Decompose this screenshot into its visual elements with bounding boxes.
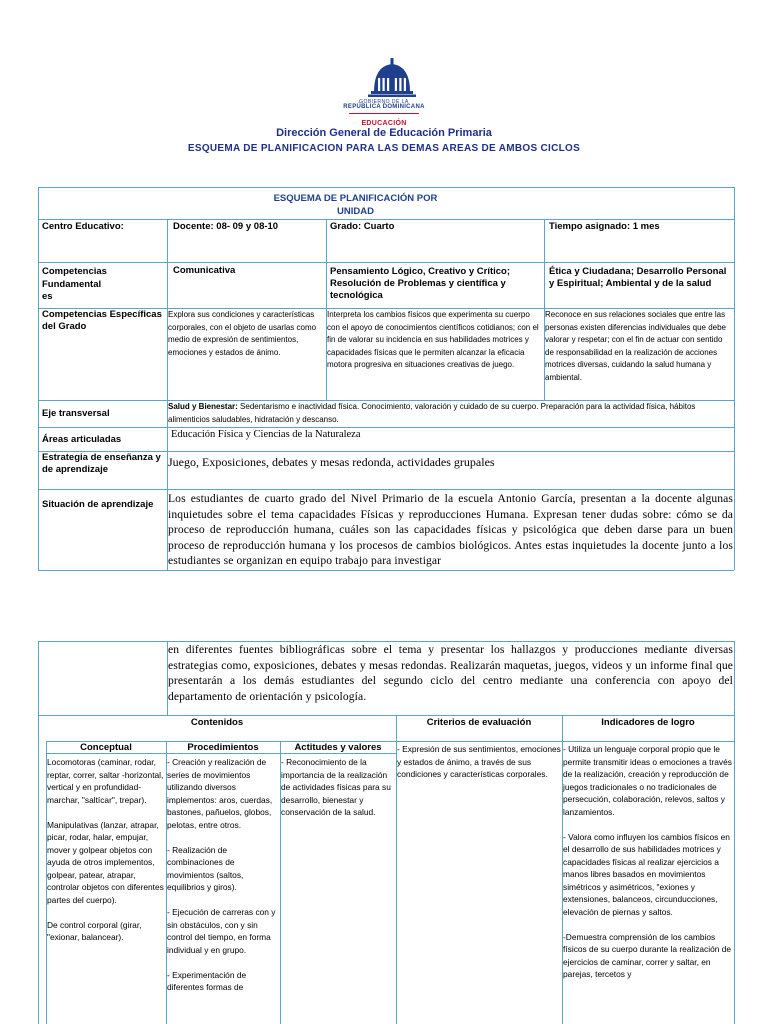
gov-line3: EDUCACIÓN bbox=[361, 120, 407, 127]
criterios-content: - Expresión de sus sentimientos, emociones y estados de ánimo, a través de sus condiciones y características corporales. bbox=[397, 744, 564, 779]
tiempo-value: Tiempo asignado: 1 mes bbox=[549, 221, 660, 232]
comp-esp-1: Explora sus condiciones y características corporales, con el objeto de usarlas como medio de expresión de sentimientos, emociones y estados de ánimo. bbox=[168, 310, 317, 357]
comp-fund-label: Competencias Fundamental es bbox=[42, 266, 107, 302]
conceptual-header: Conceptual bbox=[80, 742, 132, 753]
situacion-continuation: en diferentes fuentes bibliográficas sobre el tema y presentar los hallazgos y producciones mediante diversas estrategias como, exposiciones, debates y mesas redondas. Realizarán maquetas, juegos, videos y un informe final que presentarán a los demás estudiantes del segundo ciclo del centro mediante una conferencia con apoyo del departamento de orientación y psicología. bbox=[168, 643, 733, 703]
comp-fund-1: Comunicativa bbox=[173, 265, 236, 276]
page-title: Dirección General de Educación Primaria bbox=[276, 127, 492, 139]
eje-text: Sedentarismo e inactividad física. Conocimiento, valoración y cuidado de su cuerpo. Preparación para la actividad física, hábitos alimenticios saludables, hidratación y descanso. bbox=[168, 402, 696, 424]
gov-line2: REPÚBLICA DOMINICANA bbox=[343, 104, 425, 110]
situacion-value: Los estudiantes de cuarto grado del Nivel Primario de la escuela Antonio García, presentan a la docente algunas inquietudes sobre el tema capacidades Físicas y reproducciones Humana. Expresan tener dudas sobre: cómo se da proceso de reproducción humana, cuáles son las capacidades físicas y psicológica que deben darse para un buen proceso de reproducción humana y los procesos de cambios biológicos. Antes estas inquietudes la docente junto a los estudiantes se organizan en equipo trabajo para investigar bbox=[168, 492, 733, 567]
eje-label: Eje transversal bbox=[42, 408, 110, 419]
centro-label: Centro Educativo: bbox=[42, 221, 124, 232]
comp-esp-label: Competencias Específicas del Grado bbox=[42, 309, 162, 332]
procedimientos-content: - Creación y realización de series de movimientos utilizando diversos implementos: aros, cuerdas, bastones, pañuelos, globos, pelotas, entre otros. - Realización de combinaciones de movimientos (saltos, equilibrios y giros). - Ejecución de carreras con y sin obstáculos, con y sin control del tiempo, en forma individual y en grupo. - Experimentación de diferentes formas de bbox=[167, 757, 276, 992]
estrategia-value: Juego, Exposiciones, debates y mesas redonda, actividades grupales bbox=[168, 455, 495, 469]
conceptual-content: Locomotoras (caminar, rodar, reptar, correr, saltar -horizontal, vertical y en profundidad- marchar, "saltícar", trepar). Manipulativas (lanzar, atrapar, picar, rodar, halar, empujar, mover y golpear objetos con ayuda de otros implementos, golpear, patear, atrapar, controlar objetos con diferentes partes del cuerpo). De control corporal (girar, "exionar, balancear). bbox=[47, 757, 164, 942]
docente-value: Docente: 08- 09 y 08-10 bbox=[173, 221, 279, 232]
page-subtitle: ESQUEMA DE PLANIFICACION PARA LAS DEMAS AREAS DE AMBOS CICLOS bbox=[187, 143, 581, 154]
comp-fund-2: Pensamiento Lógico, Creativo y Crítico; Resolución de Problemas y científica y tecnológica bbox=[330, 266, 511, 301]
contenidos-header: Contenidos bbox=[190, 717, 244, 728]
gov-line1: GOBIERNO DE LA bbox=[359, 99, 409, 105]
procedimientos-header: Procedimientos bbox=[187, 742, 259, 753]
logo-divider bbox=[349, 113, 419, 114]
comp-esp-2: Interpreta los cambios físicos que experimenta su cuerpo con el apoyo de conocimientos científicos cotidianos; con el fin de valorar su incidencia en sus habilidades motrices y capacidades físicas que le permiten alcanzar la eficacia motora progresiva en situaciones creativas de juego. bbox=[327, 310, 539, 370]
plan-heading-line1: ESQUEMA DE PLANIFICACIÓN POR bbox=[273, 193, 438, 204]
criterios-header: Criterios de evaluación bbox=[426, 717, 532, 728]
actitudes-content: - Reconocimiento de la importancia de la realización de actividades físicas para su desarrollo, bienestar y conservación de la salud. bbox=[281, 757, 394, 817]
estrategia-label: Estrategia de enseñanza y de aprendizaje bbox=[42, 452, 161, 475]
plan-heading-line2: UNIDAD bbox=[337, 206, 374, 217]
eje-bold: Salud y Bienestar: bbox=[168, 402, 238, 411]
areas-value: Educación Física y Ciencias de la Naturaleza bbox=[171, 429, 361, 440]
comp-fund-3: Ética y Ciudadana; Desarrollo Personal y Espiritual; Ambiental y de la salud bbox=[549, 266, 727, 289]
grado-value: Grado: Cuarto bbox=[330, 221, 395, 232]
indicadores-header: Indicadores de logro bbox=[601, 717, 695, 728]
areas-label: Áreas articuladas bbox=[42, 434, 122, 445]
situacion-label: Situación de aprendizaje bbox=[42, 499, 154, 510]
actitudes-header: Actitudes y valores bbox=[294, 742, 382, 753]
comp-esp-3: Reconoce en sus relaciones sociales que entre las personas existen diferencias individuales que debe valorar y respetar; con el fin de actuar con sentido de responsabilidad en la realización de acciones motrices diversas, cuidando la salud humana y ambiental. bbox=[545, 310, 727, 382]
indicadores-content: - Utiliza un lenguaje corporal propio que le permite transmitir ideas o emociones a través de la realización, creación y reproducción de juegos tradicionales o no tradicionales de persecución, colaboración, relevos, saltos y lanzamientos. - Valora como influyen los cambios físicos en el desarrollo de sus habilidades motrices y capacidades físicas al realizar ejercicios a manos libres basados en movimientos simétricos y asimétricos, "exiones y extensiones, balanceos, circunducciones, elevación de piernas y saltos. -Demuestra comprensión de los cambios físicos de su cuerpo durante la realización de ejercicios de caminar, correr y saltar, en parejas, tercetos y bbox=[563, 744, 732, 979]
eje-value bbox=[168, 401, 732, 426]
